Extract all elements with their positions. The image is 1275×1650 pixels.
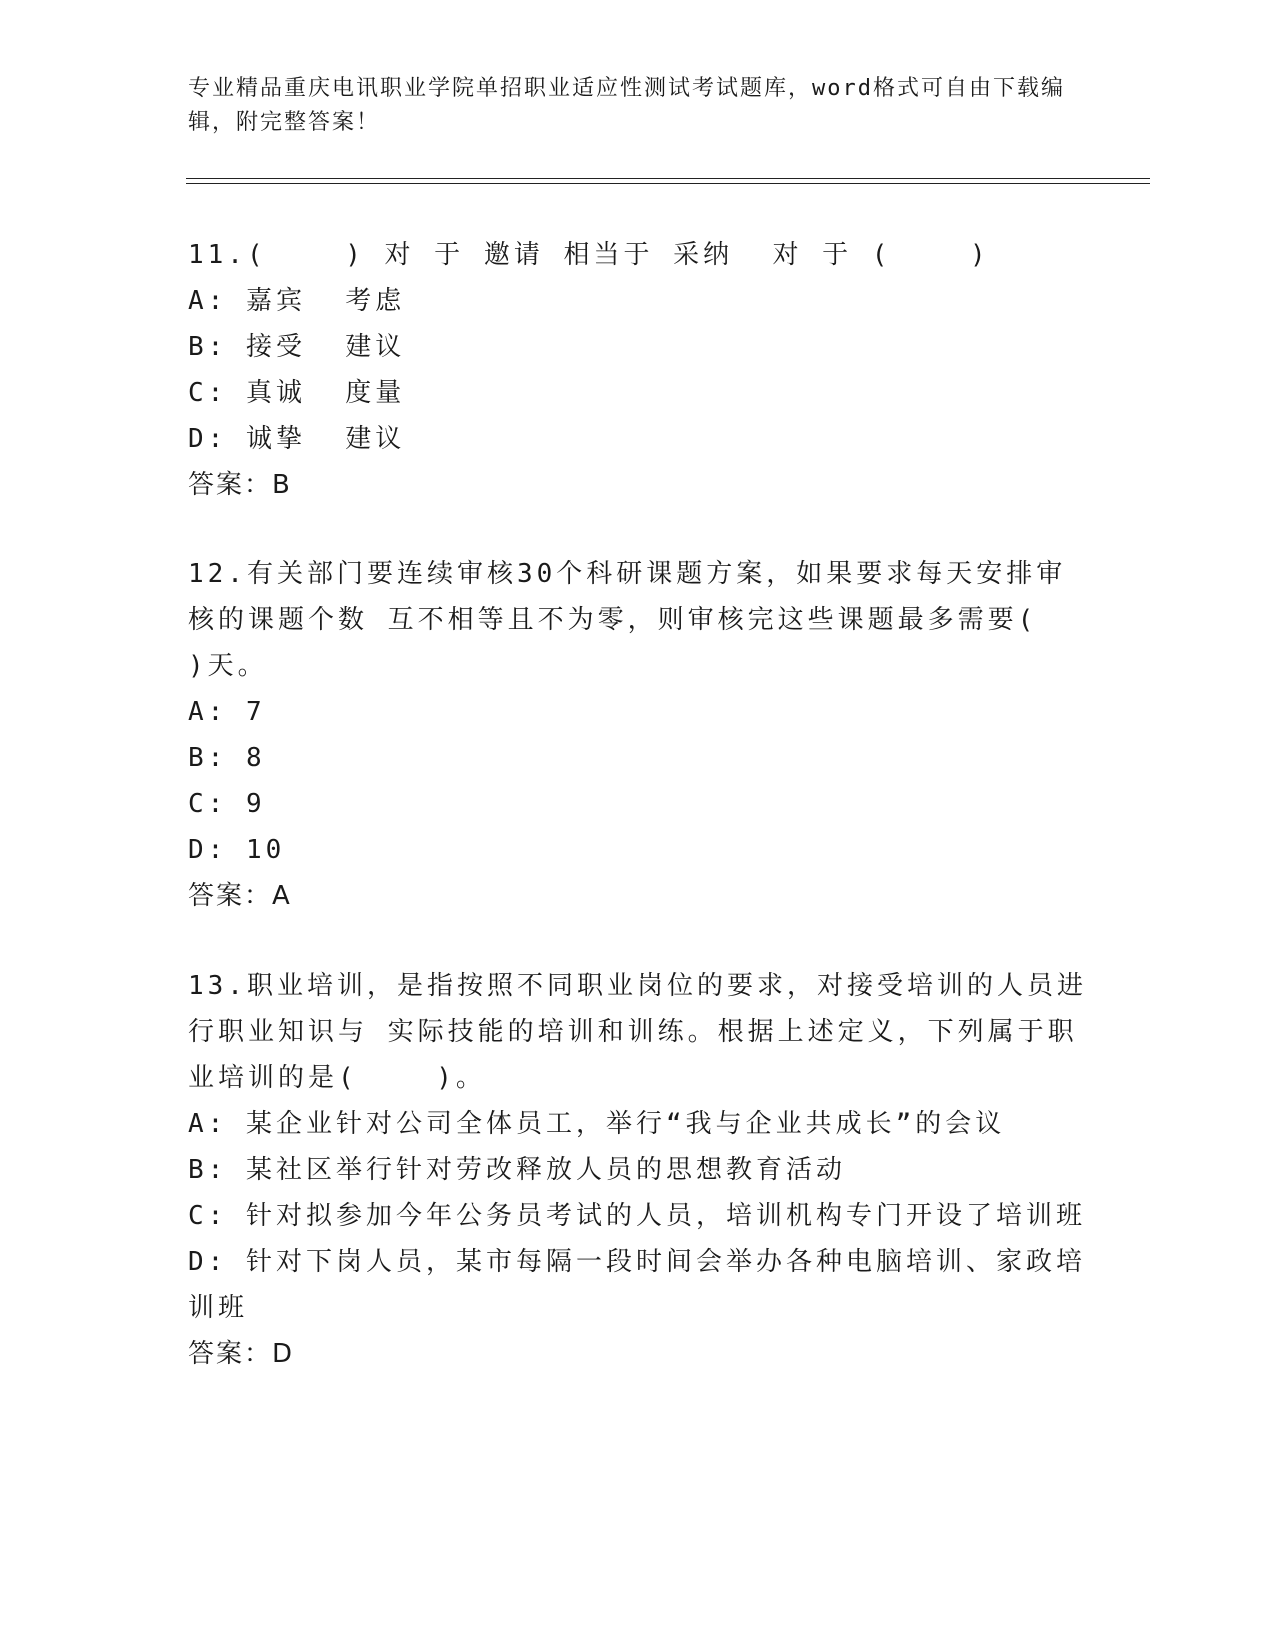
option-b <box>188 735 1088 781</box>
question-stem: 11.( ) 对 于 邀请 相当于 采纳 对 于 ( ) <box>188 240 990 270</box>
answer-value: A <box>272 881 292 911</box>
option-d <box>188 1239 1088 1331</box>
answer-label: 答案： <box>188 1339 273 1369</box>
option-text: 真诚 度量 <box>246 378 406 408</box>
question-stem: 13.职业培训，是指按照不同职业岗位的要求，对接受培训的人员进行职业知识与 实际技能的培训和训练。根据上述定义，下列属于职业培训的是( )。 <box>188 971 1087 1093</box>
answer-label: 答案： <box>188 470 273 500</box>
option-text: 针对下岗人员，某市每隔一段时间会举办各种电脑培训、家政培训班 <box>188 1247 1087 1323</box>
option-text: 接受 建议 <box>246 332 406 362</box>
option-text: 某社区举行针对劳改释放人员的思想教育活动 <box>246 1155 847 1185</box>
option-key: A: <box>188 1109 228 1139</box>
option-text: 针对拟参加今年公务员考试的人员，培训机构专门开设了培训班 <box>246 1201 1087 1231</box>
option-key: B: <box>188 1155 228 1185</box>
option-d <box>188 416 1088 462</box>
option-d <box>188 827 1088 873</box>
answer-line <box>188 873 1088 919</box>
option-text: 10 <box>246 835 286 865</box>
option-key: A: <box>188 697 228 727</box>
header-divider-bottom <box>186 183 1150 184</box>
option-text: 嘉宾 考虑 <box>246 286 406 316</box>
header-note: 专业精品重庆电讯职业学院单招职业适应性测试考试题库，word格式可自由下载编辑，附完整答案！ <box>188 76 1065 135</box>
option-text: 诚挚 建议 <box>246 424 406 454</box>
question-11 <box>188 232 1088 508</box>
option-text: 某企业针对公司全体员工，举行“我与企业共成长”的会议 <box>246 1109 1006 1139</box>
option-key: B: <box>188 332 228 362</box>
option-text: 9 <box>246 789 266 819</box>
answer-value: B <box>272 470 292 500</box>
option-c <box>188 781 1088 827</box>
question-stem: 12.有关部门要连续审核30个科研课题方案，如果要求每天安排审核的课题个数 互不相等且不为零，则审核完这些课题最多需要( )天。 <box>188 559 1116 681</box>
option-key: D: <box>188 835 228 865</box>
option-a <box>188 278 1088 324</box>
option-c <box>188 370 1088 416</box>
option-key: C: <box>188 1201 228 1231</box>
option-key: D: <box>188 424 228 454</box>
option-b <box>188 1147 1088 1193</box>
option-c <box>188 1193 1088 1239</box>
question-12 <box>188 551 1116 919</box>
option-key: D: <box>188 1247 228 1277</box>
option-key: C: <box>188 378 228 408</box>
answer-value: D <box>272 1339 295 1369</box>
question-13 <box>188 963 1088 1377</box>
option-b <box>188 324 1088 370</box>
option-key: B: <box>188 743 228 773</box>
answer-line <box>188 1331 1088 1377</box>
option-a <box>188 689 1088 735</box>
option-text: 8 <box>246 743 266 773</box>
answer-line <box>188 462 1088 508</box>
header-divider-top <box>186 178 1150 179</box>
option-key: C: <box>188 789 228 819</box>
answer-label: 答案： <box>188 881 273 911</box>
option-text: 7 <box>246 697 266 727</box>
option-a <box>188 1101 1088 1147</box>
option-key: A: <box>188 286 228 316</box>
